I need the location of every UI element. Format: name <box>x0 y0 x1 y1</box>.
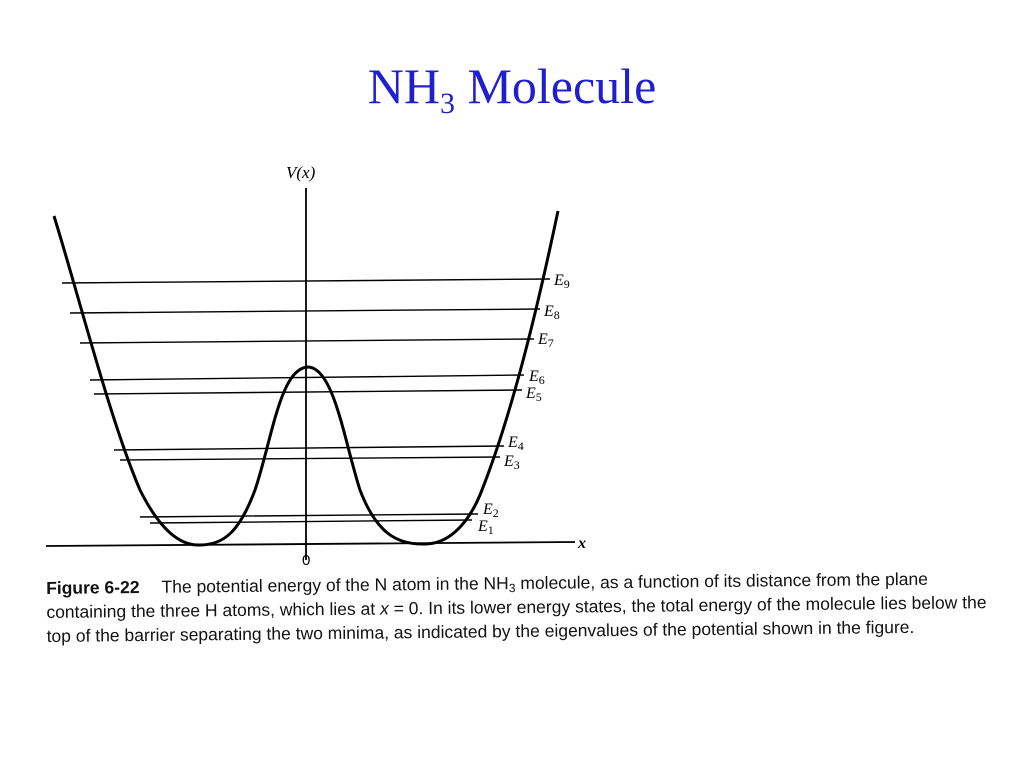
y-axis-label: V(x) <box>286 163 316 182</box>
level-label-e4: E4 <box>508 434 524 453</box>
level-label-e1: E1 <box>478 518 494 537</box>
caption-text-part1: The potential energy of the N atom in the NH <box>161 573 509 597</box>
level-label-e3: E3 <box>504 453 520 472</box>
caption-text-part3: = 0. In its lower energy states, the total energy of the molecule lies below the top of the barrier separating the two minima, as indicated by the eigenvalues of the potential shown in the figure. <box>46 592 987 646</box>
x-axis-label: x <box>578 535 586 552</box>
level-label-e8: E8 <box>544 303 560 322</box>
figure-caption <box>46 566 1007 648</box>
title-subscript: 3 <box>439 87 455 120</box>
level-line-e7 <box>80 339 534 343</box>
x-axis <box>46 542 575 546</box>
level-label-e9: E9 <box>554 272 570 291</box>
level-line-e3 <box>120 457 500 460</box>
caption-variable: x <box>379 598 389 619</box>
energy-level-labels <box>477 272 570 537</box>
caption-subscript: 3 <box>508 581 516 596</box>
level-line-e5 <box>94 390 522 394</box>
level-line-e1 <box>150 520 472 523</box>
title-main: NH <box>367 58 440 114</box>
origin-label: 0 <box>302 552 311 569</box>
level-line-e8 <box>70 309 540 313</box>
title-rest: Molecule <box>454 58 657 114</box>
figure-reference: Figure 6-22 <box>46 577 140 598</box>
caption-text-part2: molecule, as a function of its distance from the plane containing the three H atoms, which lies at <box>46 568 928 622</box>
level-line-e4 <box>114 446 504 450</box>
level-label-e2: E2 <box>483 501 499 520</box>
level-label-e7: E7 <box>538 331 554 350</box>
level-label-e5: E5 <box>526 385 542 404</box>
level-line-e6 <box>90 375 524 380</box>
level-line-e2 <box>140 514 478 517</box>
level-label-e6: E6 <box>529 368 545 387</box>
